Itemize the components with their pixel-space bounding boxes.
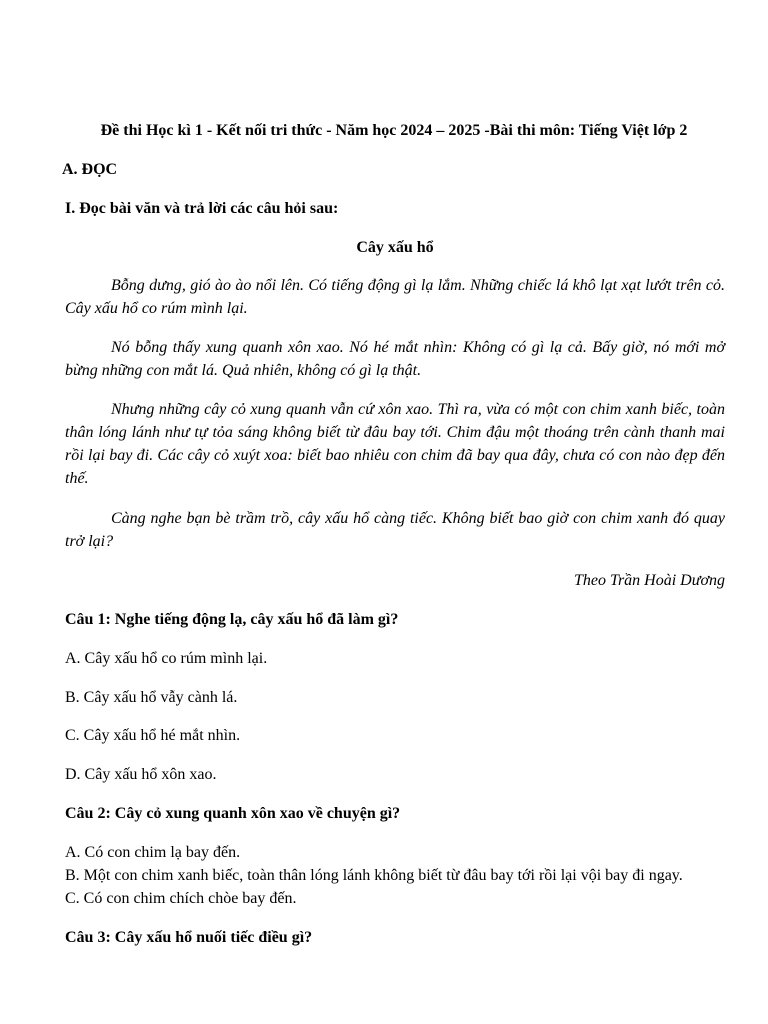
question-1-option-b: B. Cây xấu hổ vẫy cành lá.	[65, 689, 238, 706]
question-1-option-d: D. Cây xấu hổ xôn xao.	[65, 766, 217, 783]
question-1-option-c: C. Cây xấu hổ hé mắt nhìn.	[65, 727, 241, 744]
document-title: Đề thi Học kì 1 - Kết nối tri thức - Năm học 2024 – 2025 -Bài thi môn: Tiếng Việt lớp 2	[100, 122, 688, 139]
passage-paragraph-2: Nó bỗng thấy xung quanh xôn xao. Nó hé mắt nhìn: Không có gì lạ cả. Bấy giờ, nó mới mở bừng những con mắt lá. Quả nhiên, không có gì lạ thật.	[65, 339, 725, 379]
passage-source: Theo Trần Hoài Dương	[573, 572, 725, 589]
question-3: Câu 3: Cây xấu hổ nuối tiếc điều gì?	[65, 929, 313, 946]
question-2-options	[65, 841, 725, 910]
section-heading: A. ĐỌC	[62, 161, 118, 178]
section-instruction: I. Đọc bài văn và trả lời các câu hỏi sau:	[65, 200, 339, 217]
question-1-option-a: A. Cây xấu hổ co rúm mình lại.	[65, 650, 268, 667]
question-1: Câu 1: Nghe tiếng động lạ, cây xấu hổ đã làm gì?	[65, 611, 399, 628]
passage-title: Cây xấu hổ	[356, 239, 434, 256]
question-2: Câu 2: Cây cỏ xung quanh xôn xao về chuyện gì?	[65, 805, 401, 822]
passage-paragraph-4: Càng nghe bạn bè trầm trồ, cây xấu hổ càng tiếc. Không biết bao giờ con chim xanh đó quay trở lại?	[65, 510, 725, 550]
question-2-option-a: A. Có con chim lạ bay đến.	[65, 844, 241, 861]
passage-paragraph-1: Bỗng dưng, gió ào ào nổi lên. Có tiếng động gì lạ lắm. Những chiếc lá khô lạt xạt lướt trên cỏ. Cây xấu hổ co rúm mình lại.	[65, 277, 725, 317]
passage-paragraph-3: Nhưng những cây cỏ xung quanh vẫn cứ xôn xao. Thì ra, vừa có một con chim xanh biếc, toàn thân lóng lánh như tự tỏa sáng không biết từ đâu bay tới. Chim đậu một thoáng trên cành thanh mai rồi lại bay đi. Các cây cỏ xuýt xoa: biết bao nhiêu con chim đã bay qua đây, chưa có con nào đẹp đến thế.	[65, 401, 725, 487]
question-2-option-c: C. Có con chim chích chòe bay đến.	[65, 890, 297, 907]
question-2-option-b: B. Một con chim xanh biếc, toàn thân lóng lánh không biết từ đâu bay tới rồi lại vội bay đi ngay.	[65, 867, 683, 884]
